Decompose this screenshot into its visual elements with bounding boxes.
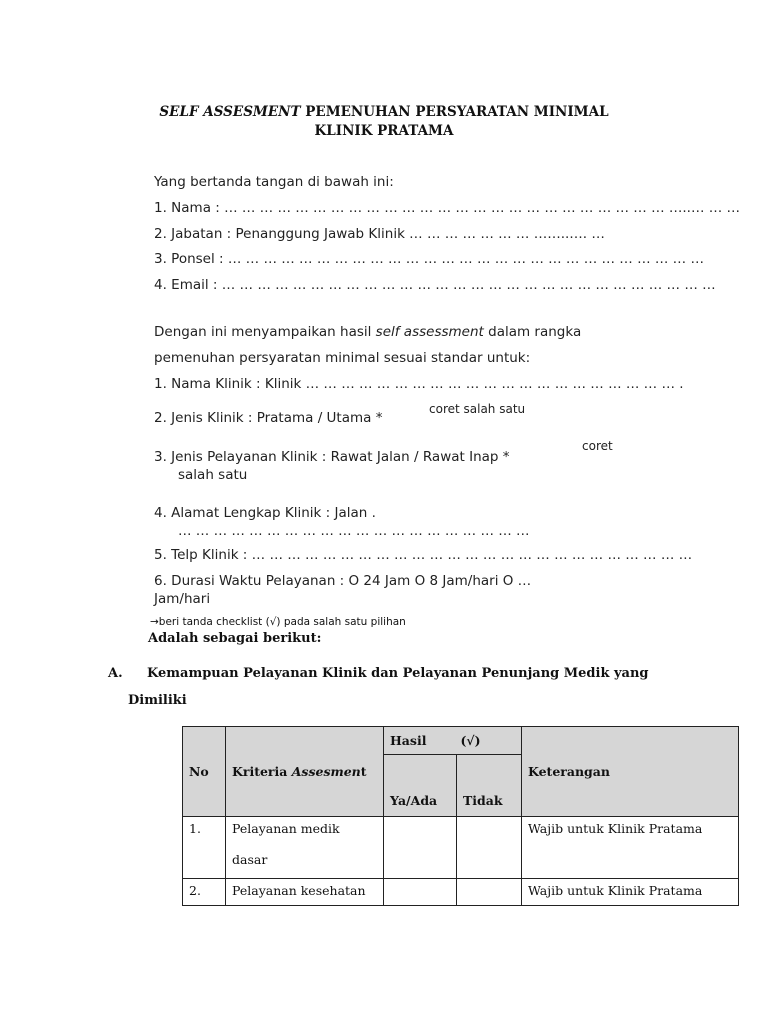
table-row: [183, 879, 739, 906]
section-a-title2: Dimiliki: [128, 693, 187, 708]
statement-pre: Dengan ini menyampaikan hasil: [154, 324, 376, 340]
row-tidak: [457, 817, 522, 879]
header-ya: Ya/Ada: [384, 755, 457, 817]
clinic-alamat: 4. Alamat Lengkap Klinik : Jalan .: [154, 505, 376, 521]
row-kriteria: Pelayanan kesehatan: [226, 879, 384, 906]
section-a-letter: A.: [108, 666, 123, 681]
document-title-line1: [0, 104, 768, 120]
clinic-jenis: 2. Jenis Klinik : Pratama / Utama *: [154, 410, 383, 426]
row-ya: [384, 817, 457, 879]
signer-jabatan: 2. Jabatan : Penanggung Jawab Klinik … … … … … … … ……..…. …: [154, 226, 605, 242]
signer-ponsel: 3. Ponsel : … … … … … … … … … … … … … … … … … … … … … … … … … … …: [154, 251, 704, 267]
statement-italic: self assessment: [375, 324, 484, 340]
title-rest: PEMENUHAN PERSYARATAN MINIMAL: [300, 104, 609, 120]
clinic-jenis-note: coret salah satu: [429, 402, 526, 416]
section-a-title: Kemampuan Pelayanan Klinik dan Pelayanan Penunjang Medik yang: [147, 666, 649, 681]
adalah-text: Adalah sebagai berikut:: [148, 631, 322, 646]
intro-text: Yang bertanda tangan di bawah ini:: [154, 174, 394, 190]
row-keterangan: Wajib untuk Klinik Pratama: [522, 817, 739, 879]
statement-line2: pemenuhan persyaratan minimal sesuai standar untuk:: [154, 350, 531, 366]
row-no: 2.: [183, 879, 226, 906]
clinic-nama: 1. Nama Klinik : Klinik … … … … … … … … … … … … … … … … … … … … … .: [154, 376, 684, 392]
check-symbol: (√): [460, 733, 481, 748]
header-tidak: Tidak: [457, 755, 522, 817]
header-kriteria: Kriteria Assesment: [226, 727, 384, 817]
signer-nama: 1. Nama : … … … … … … … … … … … … … … … … … … … … … … … … … …..… … …: [154, 200, 741, 216]
statement-post: dalam rangka: [483, 324, 582, 340]
row-no: 1.: [183, 817, 226, 879]
clinic-alamat-dots: … … … … … … … … … … … … … … … … … … … …: [178, 523, 530, 539]
clinic-durasi-2: Jam/hari: [154, 591, 211, 607]
clinic-pelayanan-note: coret: [582, 439, 613, 453]
signer-email: 4. Email : … … … … … … … … … … … … … … … … … … … … … … … … … … … …: [154, 277, 716, 293]
clinic-pelayanan: 3. Jenis Pelayanan Klinik : Rawat Jalan / Rawat Inap *: [154, 449, 510, 465]
clinic-pelayanan-note2: salah satu: [178, 467, 248, 483]
header-no: No: [183, 727, 226, 817]
clinic-telp: 5. Telp Klinik : … … … … … … … … … … … … … … … … … … … … … … … … …: [154, 547, 693, 563]
checklist-note: →beri tanda checklist (√) pada salah satu pilihan: [150, 616, 406, 628]
title-italic: SELF ASSESMENT: [159, 104, 301, 120]
row-keterangan: Wajib untuk Klinik Pratama: [522, 879, 739, 906]
assessment-table: [182, 726, 739, 906]
row-ya: [384, 879, 457, 906]
document-title-line2: KLINIK PRATAMA: [314, 123, 454, 139]
header-hasil: Hasil (√): [384, 727, 522, 755]
row-tidak: [457, 879, 522, 906]
statement-line1: [154, 324, 581, 340]
row-kriteria: Pelayanan medik dasar: [226, 817, 384, 879]
table-row: [183, 817, 739, 879]
header-keterangan: Keterangan: [522, 727, 739, 817]
clinic-durasi: 6. Durasi Waktu Pelayanan : O 24 Jam O 8 Jam/hari O …: [154, 573, 532, 589]
